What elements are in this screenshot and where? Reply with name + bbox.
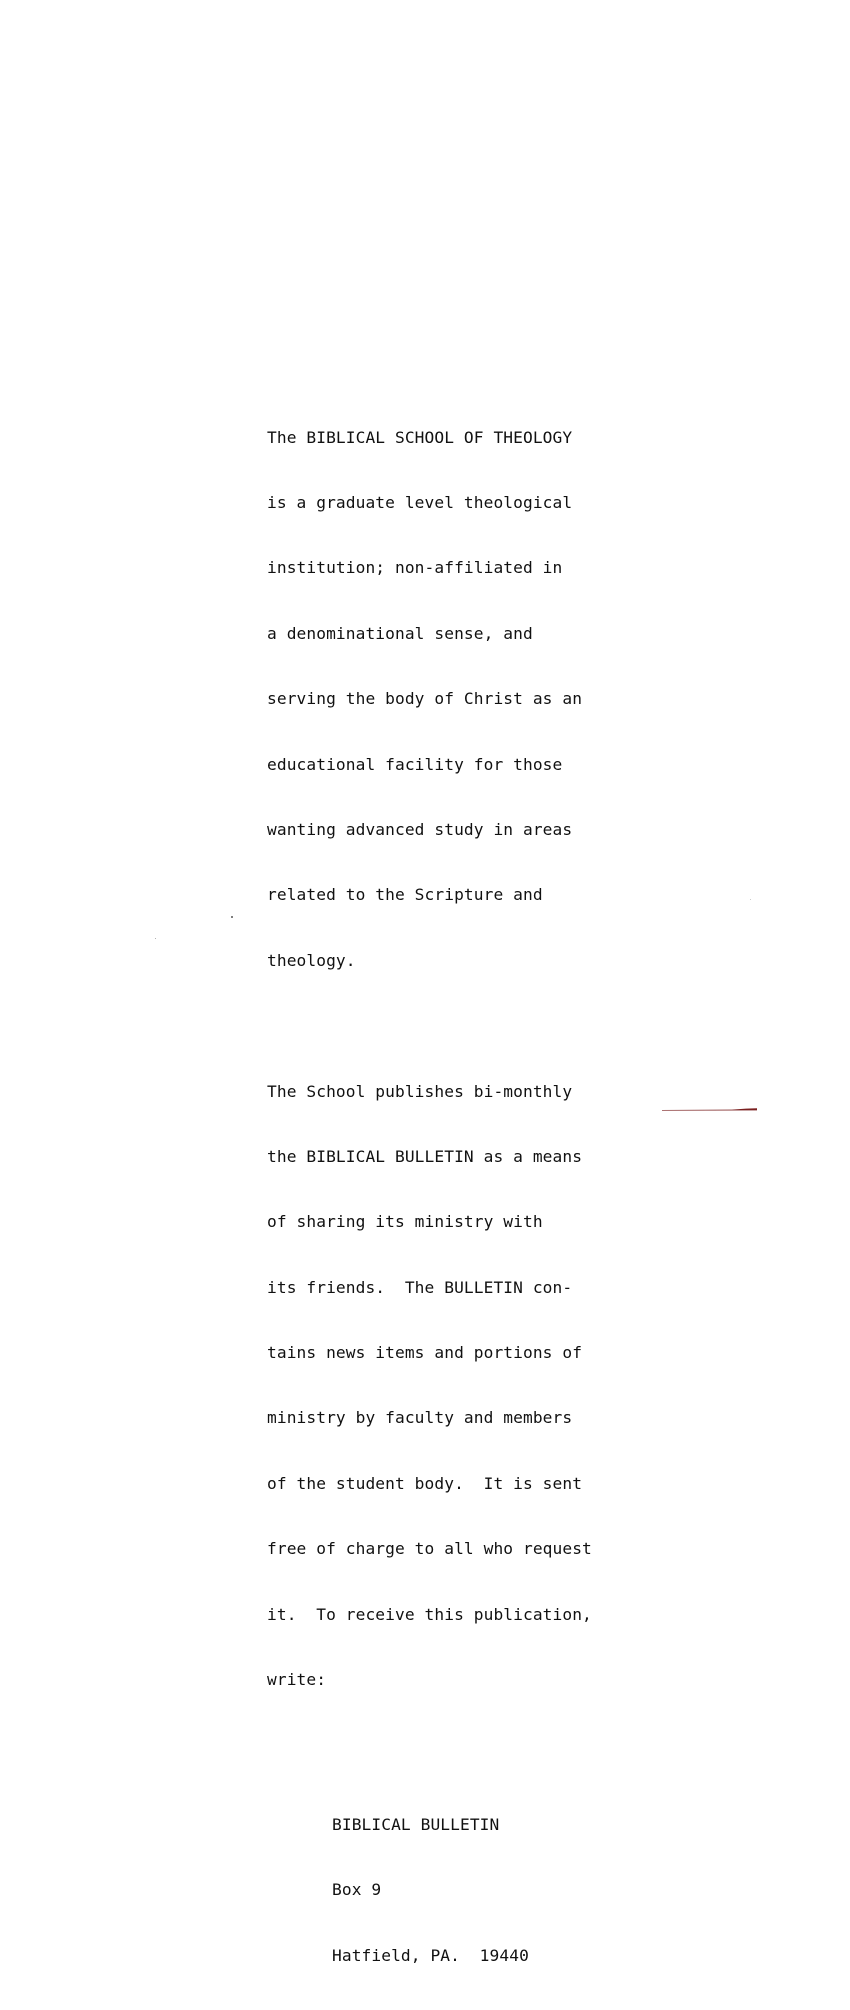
address-line: Hatfield, PA. 19440 <box>332 1945 529 1965</box>
text-line: theology. <box>267 950 356 970</box>
text-line: institution; non-affiliated in <box>267 558 563 578</box>
scan-speck <box>155 938 156 939</box>
text-line: ministry by faculty and members <box>267 1408 573 1428</box>
text-line: The BIBLICAL SCHOOL OF THEOLOGY <box>267 427 573 447</box>
address-line: Box 9 <box>332 1880 382 1900</box>
scan-speck <box>750 899 751 900</box>
text-line: write: <box>267 1670 327 1690</box>
text-line: free of charge to all who request <box>267 1539 592 1559</box>
scan-edge-stroke <box>662 1108 757 1110</box>
address-line: BIBLICAL BULLETIN <box>332 1815 500 1834</box>
text-line: a denominational sense, and <box>267 623 533 643</box>
mailing-address <box>332 1770 667 2010</box>
text-line: it. To receive this publication, <box>267 1604 592 1624</box>
text-line: tains news items and portions of <box>267 1343 583 1363</box>
text-line: the BIBLICAL BULLETIN as a means <box>267 1146 583 1166</box>
text-line: serving the body of Christ as an <box>267 689 583 709</box>
text-line: of the student body. It is sent <box>267 1473 583 1493</box>
scan-edge-mark <box>662 1107 757 1111</box>
paragraph-bulletin <box>267 1037 667 1735</box>
text-line: its friends. The BULLETIN con- <box>267 1277 573 1297</box>
text-line: of sharing its ministry with <box>267 1212 543 1232</box>
text-line: educational facility for those <box>267 754 563 774</box>
text-line: The School publishes bi-monthly <box>267 1081 573 1101</box>
paragraph-about-school <box>267 383 667 1015</box>
text-line: wanting advanced study in areas <box>267 819 573 839</box>
body-text <box>267 383 667 2010</box>
text-line: related to the Scripture and <box>267 885 543 905</box>
text-line: is a graduate level theological <box>267 492 573 512</box>
scan-speck <box>231 916 233 918</box>
